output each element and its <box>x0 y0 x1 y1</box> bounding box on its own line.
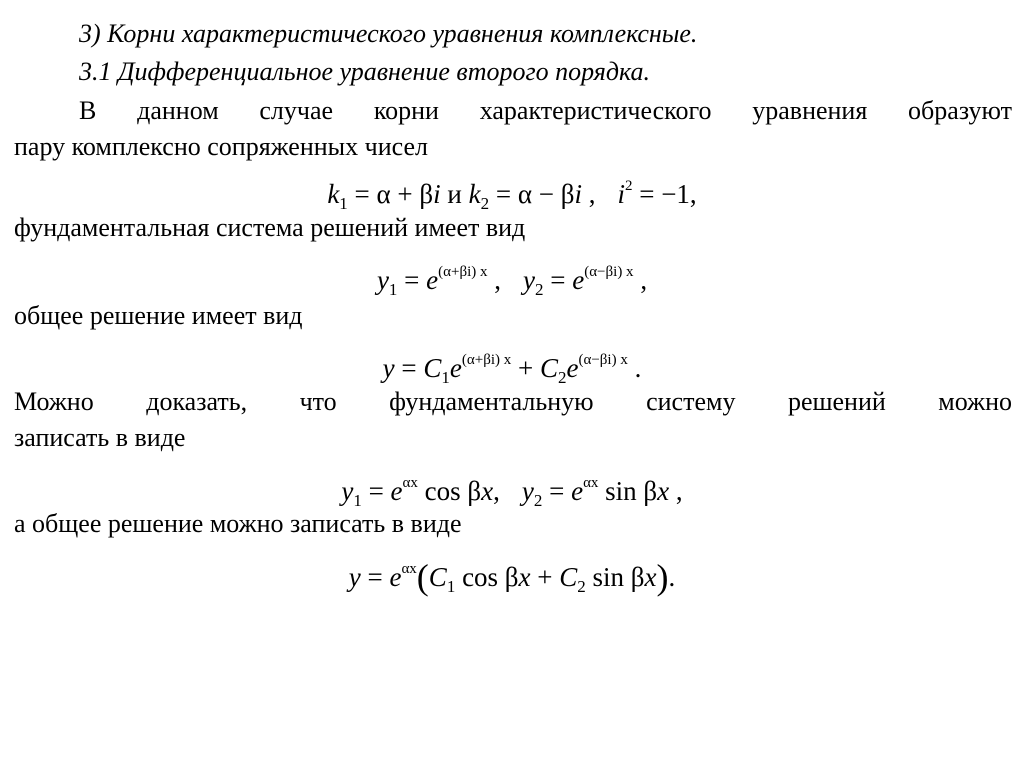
paragraph-5: а общее решение можно записать в виде <box>14 509 462 538</box>
paragraph-2: фундаментальная система решений имеет вид <box>14 213 526 242</box>
paragraph-4-line-2: записать в виде <box>14 423 186 452</box>
formula-trig-system: $y_1 = e^{\alpha x}$ cos βx, $y_2 = e^{\alpha x}$ sin βx , <box>341 475 683 510</box>
paragraph-1-line-1: В данном случае корни характеристического уравнения образуют <box>79 96 1012 125</box>
paragraph-1-line-2: пару комплексно сопряженных чисел <box>14 132 428 161</box>
formula-trig-general-solution: $y = e^{\alpha x}(C_1$ $\cos \beta x + C_2$ sin βx). <box>348 557 676 597</box>
heading-section-3-1: 3.1 Дифференциальное уравнение второго порядка. <box>79 57 651 86</box>
formula-roots: $k_1 = \alpha + \beta i$ и $k_2 = \alpha - \beta i$ , $i^2 = -1$, <box>327 178 697 213</box>
formula-fundamental-system: $y_1 = e^{(\alpha+\beta i) x}$ , $y_2 = e^{(\alpha-\beta i) x}$ , <box>376 264 648 299</box>
paragraph-4-line-1: Можно доказать, что фундаментальную систему решений можно <box>14 387 1012 416</box>
formula-general-solution: $y = C_1e^{(\alpha+\beta i) x} + C_2e^{(\alpha-\beta i) x}$ . <box>382 352 642 387</box>
heading-section-3: 3) Корни характеристического уравнения комплексные. <box>79 19 698 48</box>
paragraph-3: общее решение имеет вид <box>14 301 303 330</box>
